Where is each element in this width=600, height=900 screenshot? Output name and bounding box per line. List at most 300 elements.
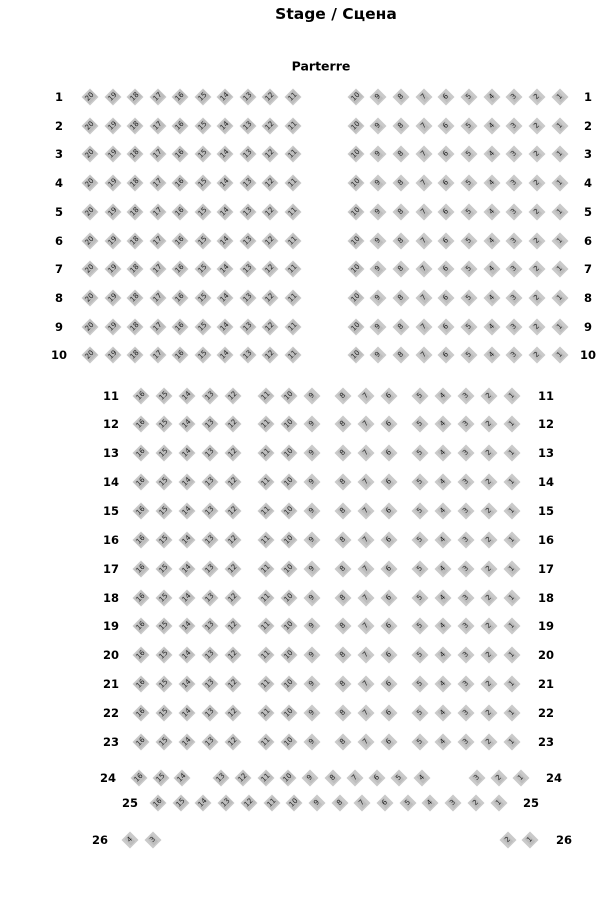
seat-row4-num16[interactable] [171,174,189,192]
seat-row19-num12[interactable] [224,617,242,635]
seat-row7-num10[interactable] [347,260,365,278]
seat-row14-num9[interactable] [303,473,321,491]
seat-row7-num12[interactable] [261,260,279,278]
seat-row18-num15[interactable] [155,589,173,607]
seat-row3-num1[interactable] [551,145,569,163]
seat-row6-num5[interactable] [460,232,478,250]
seat-row10-num1[interactable] [551,346,569,364]
seat-row2-num16[interactable] [171,117,189,135]
seat-row3-num14[interactable] [216,145,234,163]
seat-row6-num9[interactable] [369,232,387,250]
seat-row18-num16[interactable] [132,589,150,607]
seat-row2-num4[interactable] [483,117,501,135]
seat-row14-num5[interactable] [411,473,429,491]
seat-row12-num16[interactable] [132,415,150,433]
seat-row21-num6[interactable] [380,675,398,693]
seat-row25-num1[interactable] [490,794,508,812]
seat-row21-num12[interactable] [224,675,242,693]
seat-row12-num2[interactable] [480,415,498,433]
seat-row9-num13[interactable] [239,318,257,336]
seat-row20-num13[interactable] [201,646,219,664]
seat-row16-num3[interactable] [457,531,475,549]
seat-row6-num10[interactable] [347,232,365,250]
seat-row22-num15[interactable] [155,704,173,722]
seat-row5-num11[interactable] [284,203,302,221]
seat-row21-num2[interactable] [480,675,498,693]
seat-row15-num9[interactable] [303,502,321,520]
seat-row16-num6[interactable] [380,531,398,549]
seat-row3-num7[interactable] [415,145,433,163]
seat-row9-num10[interactable] [347,318,365,336]
seat-row13-num7[interactable] [357,444,375,462]
seat-row7-num20[interactable] [81,260,99,278]
seat-row14-num13[interactable] [201,473,219,491]
seat-row22-num8[interactable] [334,704,352,722]
seat-row18-num3[interactable] [457,589,475,607]
seat-row11-num14[interactable] [178,387,196,405]
seat-row17-num8[interactable] [334,560,352,578]
seat-row16-num10[interactable] [280,531,298,549]
seat-row22-num13[interactable] [201,704,219,722]
seat-row12-num10[interactable] [280,415,298,433]
seat-row21-num11[interactable] [257,675,275,693]
seat-row4-num19[interactable] [104,174,122,192]
seat-row2-num15[interactable] [194,117,212,135]
seat-row19-num9[interactable] [303,617,321,635]
seat-row4-num9[interactable] [369,174,387,192]
seat-row25-num11[interactable] [263,794,281,812]
seat-row6-num15[interactable] [194,232,212,250]
seat-row13-num14[interactable] [178,444,196,462]
seat-row5-num6[interactable] [437,203,455,221]
seat-row10-num7[interactable] [415,346,433,364]
seat-row25-num12[interactable] [240,794,258,812]
seat-row8-num17[interactable] [149,289,167,307]
seat-row12-num1[interactable] [503,415,521,433]
seat-row5-num14[interactable] [216,203,234,221]
seat-row12-num9[interactable] [303,415,321,433]
seat-row14-num11[interactable] [257,473,275,491]
seat-row13-num12[interactable] [224,444,242,462]
seat-row18-num9[interactable] [303,589,321,607]
seat-row22-num9[interactable] [303,704,321,722]
seat-row16-num16[interactable] [132,531,150,549]
seat-row8-num18[interactable] [126,289,144,307]
seat-row2-num10[interactable] [347,117,365,135]
seat-row15-num7[interactable] [357,502,375,520]
seat-row18-num6[interactable] [380,589,398,607]
seat-row1-num20[interactable] [81,88,99,106]
seat-row24-num12[interactable] [234,769,252,787]
seat-row3-num11[interactable] [284,145,302,163]
seat-row5-num8[interactable] [392,203,410,221]
seat-row2-num17[interactable] [149,117,167,135]
seat-row6-num14[interactable] [216,232,234,250]
seat-row4-num8[interactable] [392,174,410,192]
seat-row22-num2[interactable] [480,704,498,722]
seat-row20-num2[interactable] [480,646,498,664]
seat-row6-num13[interactable] [239,232,257,250]
seat-row16-num8[interactable] [334,531,352,549]
seat-row11-num2[interactable] [480,387,498,405]
seat-row9-num2[interactable] [528,318,546,336]
seat-row4-num3[interactable] [505,174,523,192]
seat-row3-num5[interactable] [460,145,478,163]
seat-row1-num12[interactable] [261,88,279,106]
seat-row24-num15[interactable] [152,769,170,787]
seat-row25-num3[interactable] [444,794,462,812]
seat-row20-num5[interactable] [411,646,429,664]
seat-row17-num5[interactable] [411,560,429,578]
seat-row4-num12[interactable] [261,174,279,192]
seat-row13-num1[interactable] [503,444,521,462]
seat-row5-num9[interactable] [369,203,387,221]
seat-row24-num14[interactable] [173,769,191,787]
seat-row13-num3[interactable] [457,444,475,462]
seat-row19-num15[interactable] [155,617,173,635]
seat-row21-num9[interactable] [303,675,321,693]
seat-row5-num20[interactable] [81,203,99,221]
seat-row7-num18[interactable] [126,260,144,278]
seat-row22-num16[interactable] [132,704,150,722]
seat-row18-num10[interactable] [280,589,298,607]
seat-row14-num12[interactable] [224,473,242,491]
seat-row6-num20[interactable] [81,232,99,250]
seat-row20-num10[interactable] [280,646,298,664]
seat-row19-num8[interactable] [334,617,352,635]
seat-row1-num7[interactable] [415,88,433,106]
seat-row5-num16[interactable] [171,203,189,221]
seat-row20-num15[interactable] [155,646,173,664]
seat-row19-num4[interactable] [434,617,452,635]
seat-row25-num15[interactable] [172,794,190,812]
seat-row17-num2[interactable] [480,560,498,578]
seat-row17-num12[interactable] [224,560,242,578]
seat-row23-num15[interactable] [155,733,173,751]
seat-row25-num8[interactable] [331,794,349,812]
seat-row19-num5[interactable] [411,617,429,635]
seat-row24-num4[interactable] [413,769,431,787]
seat-row15-num15[interactable] [155,502,173,520]
seat-row9-num6[interactable] [437,318,455,336]
seat-row16-num15[interactable] [155,531,173,549]
seat-row11-num15[interactable] [155,387,173,405]
seat-row16-num12[interactable] [224,531,242,549]
seat-row25-num16[interactable] [149,794,167,812]
seat-row9-num3[interactable] [505,318,523,336]
seat-row22-num12[interactable] [224,704,242,722]
seat-row1-num15[interactable] [194,88,212,106]
seat-row7-num19[interactable] [104,260,122,278]
seat-row20-num9[interactable] [303,646,321,664]
seat-row21-num14[interactable] [178,675,196,693]
seat-row24-num5[interactable] [390,769,408,787]
seat-row9-num5[interactable] [460,318,478,336]
seat-row16-num4[interactable] [434,531,452,549]
seat-row10-num19[interactable] [104,346,122,364]
seat-row9-num19[interactable] [104,318,122,336]
seat-row17-num6[interactable] [380,560,398,578]
seat-row2-num2[interactable] [528,117,546,135]
seat-row1-num10[interactable] [347,88,365,106]
seat-row10-num20[interactable] [81,346,99,364]
seat-row1-num2[interactable] [528,88,546,106]
seat-row3-num2[interactable] [528,145,546,163]
seat-row5-num10[interactable] [347,203,365,221]
seat-row9-num20[interactable] [81,318,99,336]
seat-row9-num9[interactable] [369,318,387,336]
seat-row17-num4[interactable] [434,560,452,578]
seat-row22-num6[interactable] [380,704,398,722]
seat-row7-num6[interactable] [437,260,455,278]
seat-row4-num7[interactable] [415,174,433,192]
seat-row10-num17[interactable] [149,346,167,364]
seat-row11-num8[interactable] [334,387,352,405]
seat-row21-num5[interactable] [411,675,429,693]
seat-row13-num6[interactable] [380,444,398,462]
seat-row7-num3[interactable] [505,260,523,278]
seat-row24-num10[interactable] [279,769,297,787]
seat-row8-num20[interactable] [81,289,99,307]
seat-row12-num4[interactable] [434,415,452,433]
seat-row24-num16[interactable] [130,769,148,787]
seat-row12-num11[interactable] [257,415,275,433]
seat-row7-num11[interactable] [284,260,302,278]
seat-row6-num18[interactable] [126,232,144,250]
seat-row12-num3[interactable] [457,415,475,433]
seat-row20-num12[interactable] [224,646,242,664]
seat-row7-num13[interactable] [239,260,257,278]
seat-row20-num16[interactable] [132,646,150,664]
seat-row23-num9[interactable] [303,733,321,751]
seat-row3-num12[interactable] [261,145,279,163]
seat-row22-num1[interactable] [503,704,521,722]
seat-row13-num15[interactable] [155,444,173,462]
seat-row17-num10[interactable] [280,560,298,578]
seat-row5-num3[interactable] [505,203,523,221]
seat-row2-num5[interactable] [460,117,478,135]
seat-row7-num5[interactable] [460,260,478,278]
seat-row15-num13[interactable] [201,502,219,520]
seat-row3-num20[interactable] [81,145,99,163]
seat-row2-num13[interactable] [239,117,257,135]
seat-row23-num16[interactable] [132,733,150,751]
seat-row8-num19[interactable] [104,289,122,307]
seat-row10-num13[interactable] [239,346,257,364]
seat-row6-num19[interactable] [104,232,122,250]
seat-row9-num7[interactable] [415,318,433,336]
seat-row1-num17[interactable] [149,88,167,106]
seat-row25-num13[interactable] [217,794,235,812]
seat-row4-num20[interactable] [81,174,99,192]
seat-row21-num13[interactable] [201,675,219,693]
seat-row17-num13[interactable] [201,560,219,578]
seat-row24-num13[interactable] [212,769,230,787]
seat-row19-num3[interactable] [457,617,475,635]
seat-row5-num7[interactable] [415,203,433,221]
seat-row9-num17[interactable] [149,318,167,336]
seat-row18-num8[interactable] [334,589,352,607]
seat-row21-num1[interactable] [503,675,521,693]
seat-row2-num1[interactable] [551,117,569,135]
seat-row14-num14[interactable] [178,473,196,491]
seat-row13-num9[interactable] [303,444,321,462]
seat-row11-num6[interactable] [380,387,398,405]
seat-row9-num11[interactable] [284,318,302,336]
seat-row10-num6[interactable] [437,346,455,364]
seat-row8-num9[interactable] [369,289,387,307]
seat-row21-num10[interactable] [280,675,298,693]
seat-row23-num12[interactable] [224,733,242,751]
seat-row10-num14[interactable] [216,346,234,364]
seat-row21-num7[interactable] [357,675,375,693]
seat-row25-num6[interactable] [376,794,394,812]
seat-row4-num10[interactable] [347,174,365,192]
seat-row1-num9[interactable] [369,88,387,106]
seat-row20-num14[interactable] [178,646,196,664]
seat-row18-num5[interactable] [411,589,429,607]
seat-row10-num2[interactable] [528,346,546,364]
seat-row25-num2[interactable] [467,794,485,812]
seat-row18-num11[interactable] [257,589,275,607]
seat-row25-num9[interactable] [308,794,326,812]
seat-row21-num8[interactable] [334,675,352,693]
seat-row13-num5[interactable] [411,444,429,462]
seat-row13-num13[interactable] [201,444,219,462]
seat-row22-num7[interactable] [357,704,375,722]
seat-row7-num16[interactable] [171,260,189,278]
seat-row12-num12[interactable] [224,415,242,433]
seat-row13-num16[interactable] [132,444,150,462]
seat-row18-num13[interactable] [201,589,219,607]
seat-row10-num5[interactable] [460,346,478,364]
seat-row4-num13[interactable] [239,174,257,192]
seat-row16-num7[interactable] [357,531,375,549]
seat-row24-num8[interactable] [324,769,342,787]
seat-row20-num3[interactable] [457,646,475,664]
seat-row23-num6[interactable] [380,733,398,751]
seat-row6-num11[interactable] [284,232,302,250]
seat-row5-num2[interactable] [528,203,546,221]
seat-row1-num18[interactable] [126,88,144,106]
seat-row2-num7[interactable] [415,117,433,135]
seat-row24-num1[interactable] [512,769,530,787]
seat-row12-num5[interactable] [411,415,429,433]
seat-row5-num15[interactable] [194,203,212,221]
seat-row1-num5[interactable] [460,88,478,106]
seat-row4-num18[interactable] [126,174,144,192]
seat-row8-num15[interactable] [194,289,212,307]
seat-row2-num14[interactable] [216,117,234,135]
seat-row8-num11[interactable] [284,289,302,307]
seat-row23-num3[interactable] [457,733,475,751]
seat-row11-num12[interactable] [224,387,242,405]
seat-row3-num15[interactable] [194,145,212,163]
seat-row10-num10[interactable] [347,346,365,364]
seat-row7-num8[interactable] [392,260,410,278]
seat-row9-num18[interactable] [126,318,144,336]
seat-row15-num10[interactable] [280,502,298,520]
seat-row20-num8[interactable] [334,646,352,664]
seat-row2-num12[interactable] [261,117,279,135]
seat-row7-num17[interactable] [149,260,167,278]
seat-row2-num11[interactable] [284,117,302,135]
seat-row6-num16[interactable] [171,232,189,250]
seat-row16-num2[interactable] [480,531,498,549]
seat-row10-num18[interactable] [126,346,144,364]
seat-row24-num7[interactable] [346,769,364,787]
seat-row1-num16[interactable] [171,88,189,106]
seat-row18-num7[interactable] [357,589,375,607]
seat-row24-num11[interactable] [257,769,275,787]
seat-row8-num5[interactable] [460,289,478,307]
seat-row24-num3[interactable] [468,769,486,787]
seat-row18-num12[interactable] [224,589,242,607]
seat-row7-num14[interactable] [216,260,234,278]
seat-row19-num13[interactable] [201,617,219,635]
seat-row3-num3[interactable] [505,145,523,163]
seat-row22-num3[interactable] [457,704,475,722]
seat-row25-num4[interactable] [421,794,439,812]
seat-row19-num14[interactable] [178,617,196,635]
seat-row8-num7[interactable] [415,289,433,307]
seat-row5-num1[interactable] [551,203,569,221]
seat-row1-num11[interactable] [284,88,302,106]
seat-row14-num10[interactable] [280,473,298,491]
seat-row5-num5[interactable] [460,203,478,221]
seat-row12-num14[interactable] [178,415,196,433]
seat-row14-num4[interactable] [434,473,452,491]
seat-row24-num9[interactable] [301,769,319,787]
seat-row6-num12[interactable] [261,232,279,250]
seat-row3-num13[interactable] [239,145,257,163]
seat-row23-num2[interactable] [480,733,498,751]
seat-row24-num2[interactable] [490,769,508,787]
seat-row23-num7[interactable] [357,733,375,751]
seat-row15-num3[interactable] [457,502,475,520]
seat-row26-num3[interactable] [144,831,162,849]
seat-row4-num15[interactable] [194,174,212,192]
seat-row8-num1[interactable] [551,289,569,307]
seat-row14-num15[interactable] [155,473,173,491]
seat-row11-num9[interactable] [303,387,321,405]
seat-row8-num6[interactable] [437,289,455,307]
seat-row15-num8[interactable] [334,502,352,520]
seat-row20-num6[interactable] [380,646,398,664]
seat-row19-num2[interactable] [480,617,498,635]
seat-row15-num6[interactable] [380,502,398,520]
seat-row18-num2[interactable] [480,589,498,607]
seat-row22-num10[interactable] [280,704,298,722]
seat-row15-num4[interactable] [434,502,452,520]
seat-row15-num16[interactable] [132,502,150,520]
seat-row13-num11[interactable] [257,444,275,462]
seat-row10-num12[interactable] [261,346,279,364]
seat-row2-num20[interactable] [81,117,99,135]
seat-row11-num13[interactable] [201,387,219,405]
seat-row5-num12[interactable] [261,203,279,221]
seat-row6-num4[interactable] [483,232,501,250]
seat-row3-num18[interactable] [126,145,144,163]
seat-row12-num6[interactable] [380,415,398,433]
seat-row12-num15[interactable] [155,415,173,433]
seat-row5-num19[interactable] [104,203,122,221]
seat-row2-num18[interactable] [126,117,144,135]
seat-row25-num10[interactable] [285,794,303,812]
seat-row15-num5[interactable] [411,502,429,520]
seat-row3-num19[interactable] [104,145,122,163]
seat-row4-num2[interactable] [528,174,546,192]
